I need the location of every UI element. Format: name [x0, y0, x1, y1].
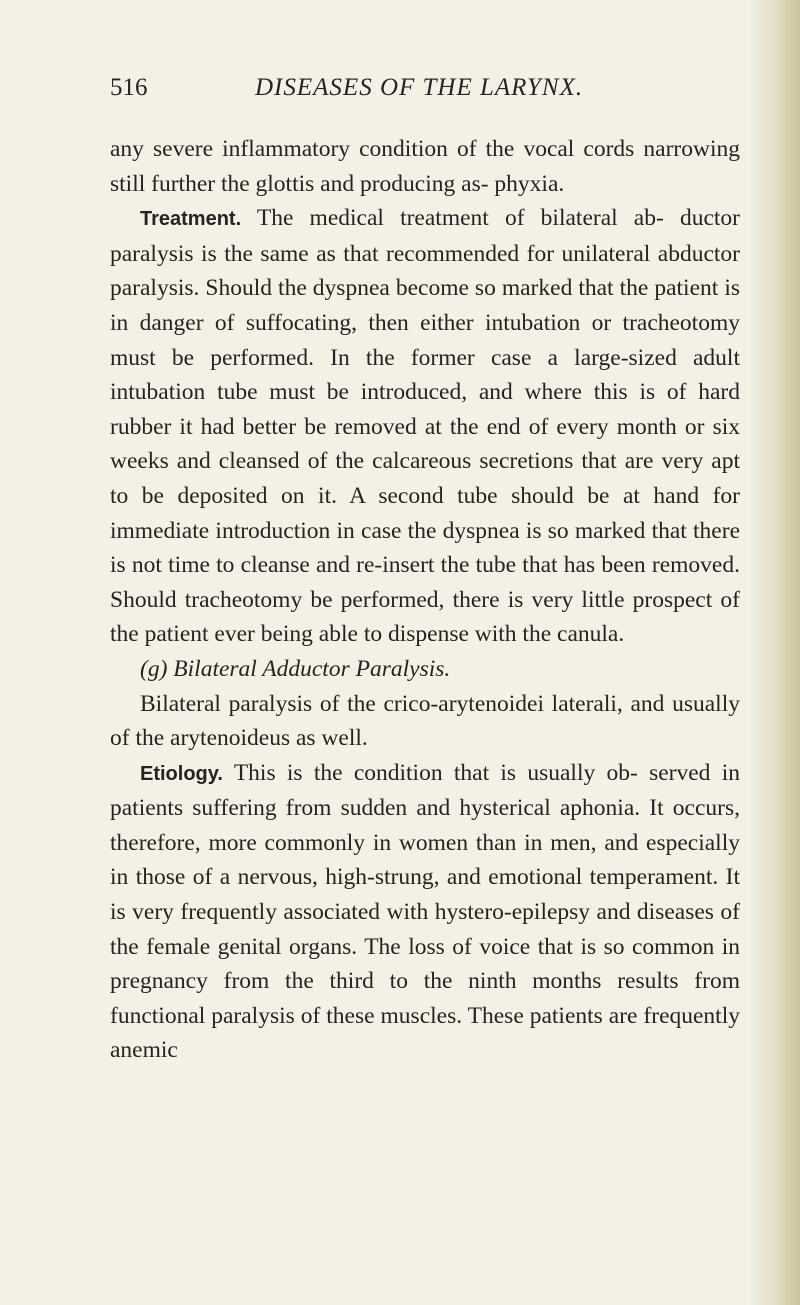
treatment-text: The medical treatment of bilateral ab- ductor paralysis is the same as that recommended for unilateral abductor paralysis. Should the dyspnea become so marked that the patient is in danger of suffocating, then either intubation or tracheotomy must be performed. In the former case a large-sized adult intubation tube must be introduced, and where this is of hard rubber it had better be removed at the end of every month or six weeks and cleansed of the calcareous secretions that are very apt to be deposited on it. A second tube should be at hand for immediate introduction in case the dyspnea is so marked that there is not time to cleanse and re-insert the tube that has been removed. Should tracheotomy be performed, there is very little prospect of the patient ever being able to dispense with the canula.: [110, 205, 740, 648]
running-title: DISEASES OF THE LARYNX.: [255, 74, 584, 101]
paragraph-treatment: [110, 201, 740, 652]
section-heading: (g) Bilateral Adductor Paralysis.: [140, 655, 451, 682]
body-text: [110, 132, 740, 1068]
page-edge-shading: [748, 0, 800, 1305]
page-number: 516: [110, 74, 148, 101]
running-head: [110, 74, 740, 110]
paragraph-asphyxia: any severe inflammatory condition of the vocal cords narrowing still further the glottis and producing as- phyxia.: [110, 136, 740, 197]
paragraph-definition: Bilateral paralysis of the crico-arytenoidei laterali, and usually of the arytenoideus as well.: [110, 690, 740, 752]
treatment-label: Treatment.: [140, 208, 242, 231]
paragraph-etiology: [110, 756, 740, 1068]
book-page: [110, 74, 740, 1068]
etiology-text: This is the condition that is usually ob- served in patients suffering from sudden and hysterical aphonia. It occurs, therefore, more commonly in women than in men, and especially in those of a nervous, high-strung, and emotional temperament. It is very frequently associated with hystero-epilepsy and diseases of the female genital organs. The loss of voice that is so common in pregnancy from the third to the ninth months results from functional paralysis of these muscles. These patients are frequently anemic: [110, 759, 740, 1064]
etiology-label: Etiology.: [140, 762, 223, 785]
